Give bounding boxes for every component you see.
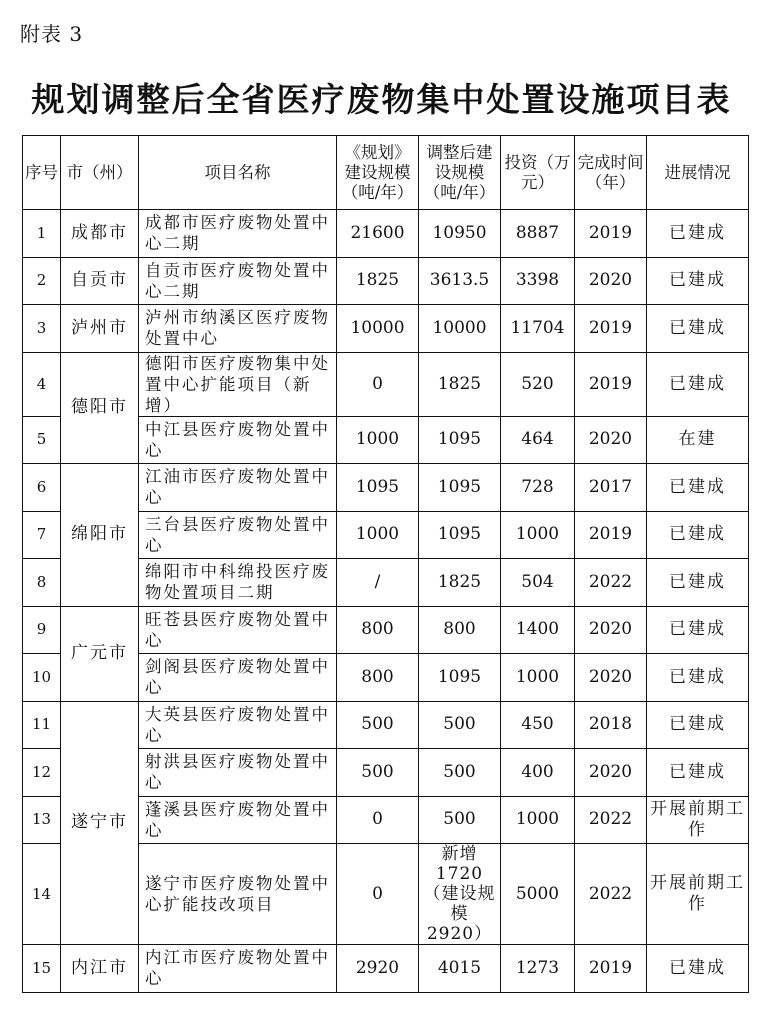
row-year: 2019 (575, 305, 647, 353)
row-year: 2022 (575, 844, 647, 945)
row-city: 内江市 (61, 945, 139, 993)
table-row (23, 606, 749, 654)
row-adjusted-capacity: 1095 (419, 464, 501, 512)
table-row (23, 257, 749, 305)
row-investment: 1000 (501, 511, 575, 559)
row-seq: 8 (23, 559, 61, 607)
row-city: 德阳市 (61, 352, 139, 464)
row-status: 已建成 (647, 606, 749, 654)
row-adjusted-capacity: 1825 (419, 352, 501, 416)
row-investment: 1000 (501, 796, 575, 844)
header-city: 市（州） (61, 136, 139, 210)
row-project-name: 三台县医疗废物处置中心 (139, 511, 337, 559)
row-investment: 504 (501, 559, 575, 607)
row-adjusted-capacity: 3613.5 (419, 257, 501, 305)
row-seq: 11 (23, 701, 61, 749)
row-investment: 1273 (501, 945, 575, 993)
row-project-name: 绵阳市中科绵投医疗废物处置项目二期 (139, 559, 337, 607)
row-status: 已建成 (647, 210, 749, 258)
table-row (23, 305, 749, 353)
table-row (23, 464, 749, 512)
row-adjusted-capacity: 500 (419, 749, 501, 797)
row-city: 广元市 (61, 606, 139, 701)
row-investment: 1000 (501, 654, 575, 702)
row-seq: 6 (23, 464, 61, 512)
row-project-name: 泸州市纳溪区医疗废物处置中心 (139, 305, 337, 353)
row-project-name: 射洪县医疗废物处置中心 (139, 749, 337, 797)
row-seq: 2 (23, 257, 61, 305)
row-investment: 11704 (501, 305, 575, 353)
row-investment: 450 (501, 701, 575, 749)
row-project-name: 自贡市医疗废物处置中心二期 (139, 257, 337, 305)
row-year: 2018 (575, 701, 647, 749)
row-seq: 15 (23, 945, 61, 993)
row-seq: 13 (23, 796, 61, 844)
row-plan-capacity: 800 (337, 654, 419, 702)
row-status: 已建成 (647, 945, 749, 993)
row-year: 2019 (575, 511, 647, 559)
row-project-name: 中江县医疗废物处置中心 (139, 416, 337, 464)
header-completion-year: 完成时间（年） (575, 136, 647, 210)
row-plan-capacity: 1000 (337, 416, 419, 464)
row-investment: 520 (501, 352, 575, 416)
row-seq: 3 (23, 305, 61, 353)
row-investment: 400 (501, 749, 575, 797)
row-year: 2020 (575, 749, 647, 797)
row-year: 2020 (575, 416, 647, 464)
row-city: 绵阳市 (61, 464, 139, 607)
table-header-row (23, 136, 749, 210)
row-city: 遂宁市 (61, 701, 139, 945)
row-plan-capacity: 21600 (337, 210, 419, 258)
row-city: 自贡市 (61, 257, 139, 305)
row-plan-capacity: 500 (337, 749, 419, 797)
appendix-label: 附表 3 (20, 22, 84, 46)
row-year: 2019 (575, 210, 647, 258)
row-investment: 728 (501, 464, 575, 512)
row-seq: 5 (23, 416, 61, 464)
row-status: 已建成 (647, 305, 749, 353)
row-adjusted-capacity: 1095 (419, 511, 501, 559)
row-plan-capacity: 500 (337, 701, 419, 749)
row-plan-capacity: 800 (337, 606, 419, 654)
row-status: 已建成 (647, 559, 749, 607)
row-city: 泸州市 (61, 305, 139, 353)
page-title: 规划调整后全省医疗废物集中处置设施项目表 (31, 80, 732, 119)
row-status: 开展前期工作 (647, 844, 749, 945)
row-status: 在建 (647, 416, 749, 464)
row-status: 已建成 (647, 654, 749, 702)
row-plan-capacity: 1825 (337, 257, 419, 305)
row-project-name: 德阳市医疗废物集中处置中心扩能项目（新增） (139, 352, 337, 416)
row-seq: 4 (23, 352, 61, 416)
row-plan-capacity: 2920 (337, 945, 419, 993)
row-adjusted-capacity: 4015 (419, 945, 501, 993)
table-row (23, 352, 749, 416)
row-plan-capacity: 0 (337, 796, 419, 844)
row-city: 成都市 (61, 210, 139, 258)
row-year: 2020 (575, 606, 647, 654)
row-seq: 9 (23, 606, 61, 654)
row-plan-capacity: / (337, 559, 419, 607)
row-plan-capacity: 1000 (337, 511, 419, 559)
row-adjusted-capacity: 500 (419, 701, 501, 749)
table-row (23, 701, 749, 749)
row-year: 2019 (575, 945, 647, 993)
header-plan-capacity: 《规划》建设规模（吨/年） (337, 136, 419, 210)
row-investment: 8887 (501, 210, 575, 258)
row-project-name: 内江市医疗废物处置中心 (139, 945, 337, 993)
header-seq: 序号 (23, 136, 61, 210)
row-year: 2020 (575, 654, 647, 702)
project-table (22, 135, 749, 993)
row-project-name: 蓬溪县医疗废物处置中心 (139, 796, 337, 844)
header-progress: 进展情况 (647, 136, 749, 210)
table-row (23, 210, 749, 258)
row-seq: 1 (23, 210, 61, 258)
row-adjusted-capacity: 10950 (419, 210, 501, 258)
row-status: 已建成 (647, 257, 749, 305)
row-adjusted-capacity: 10000 (419, 305, 501, 353)
row-seq: 12 (23, 749, 61, 797)
row-investment: 3398 (501, 257, 575, 305)
row-adjusted-capacity: 1825 (419, 559, 501, 607)
row-plan-capacity: 0 (337, 844, 419, 945)
row-year: 2019 (575, 352, 647, 416)
row-project-name: 江油市医疗废物处置中心 (139, 464, 337, 512)
row-project-name: 旺苍县医疗废物处置中心 (139, 606, 337, 654)
row-year: 2020 (575, 257, 647, 305)
row-status: 已建成 (647, 352, 749, 416)
row-project-name: 成都市医疗废物处置中心二期 (139, 210, 337, 258)
row-project-name: 遂宁市医疗废物处置中心扩能技改项目 (139, 844, 337, 945)
row-status: 已建成 (647, 464, 749, 512)
row-status: 已建成 (647, 749, 749, 797)
row-adjusted-capacity: 新增 1720（建设规模 2920） (419, 844, 501, 945)
table-row (23, 945, 749, 993)
row-adjusted-capacity: 1095 (419, 416, 501, 464)
row-seq: 14 (23, 844, 61, 945)
row-plan-capacity: 10000 (337, 305, 419, 353)
row-year: 2022 (575, 796, 647, 844)
row-year: 2022 (575, 559, 647, 607)
row-plan-capacity: 1095 (337, 464, 419, 512)
header-investment: 投资（万元） (501, 136, 575, 210)
header-adjusted-capacity: 调整后建设规模（吨/年） (419, 136, 501, 210)
row-investment: 1400 (501, 606, 575, 654)
row-project-name: 剑阁县医疗废物处置中心 (139, 654, 337, 702)
row-plan-capacity: 0 (337, 352, 419, 416)
row-investment: 5000 (501, 844, 575, 945)
row-adjusted-capacity: 500 (419, 796, 501, 844)
row-adjusted-capacity: 800 (419, 606, 501, 654)
row-status: 已建成 (647, 511, 749, 559)
row-seq: 7 (23, 511, 61, 559)
row-seq: 10 (23, 654, 61, 702)
row-investment: 464 (501, 416, 575, 464)
row-adjusted-capacity: 1095 (419, 654, 501, 702)
row-status: 开展前期工作 (647, 796, 749, 844)
row-year: 2017 (575, 464, 647, 512)
row-status: 已建成 (647, 701, 749, 749)
header-name: 项目名称 (139, 136, 337, 210)
row-project-name: 大英县医疗废物处置中心 (139, 701, 337, 749)
